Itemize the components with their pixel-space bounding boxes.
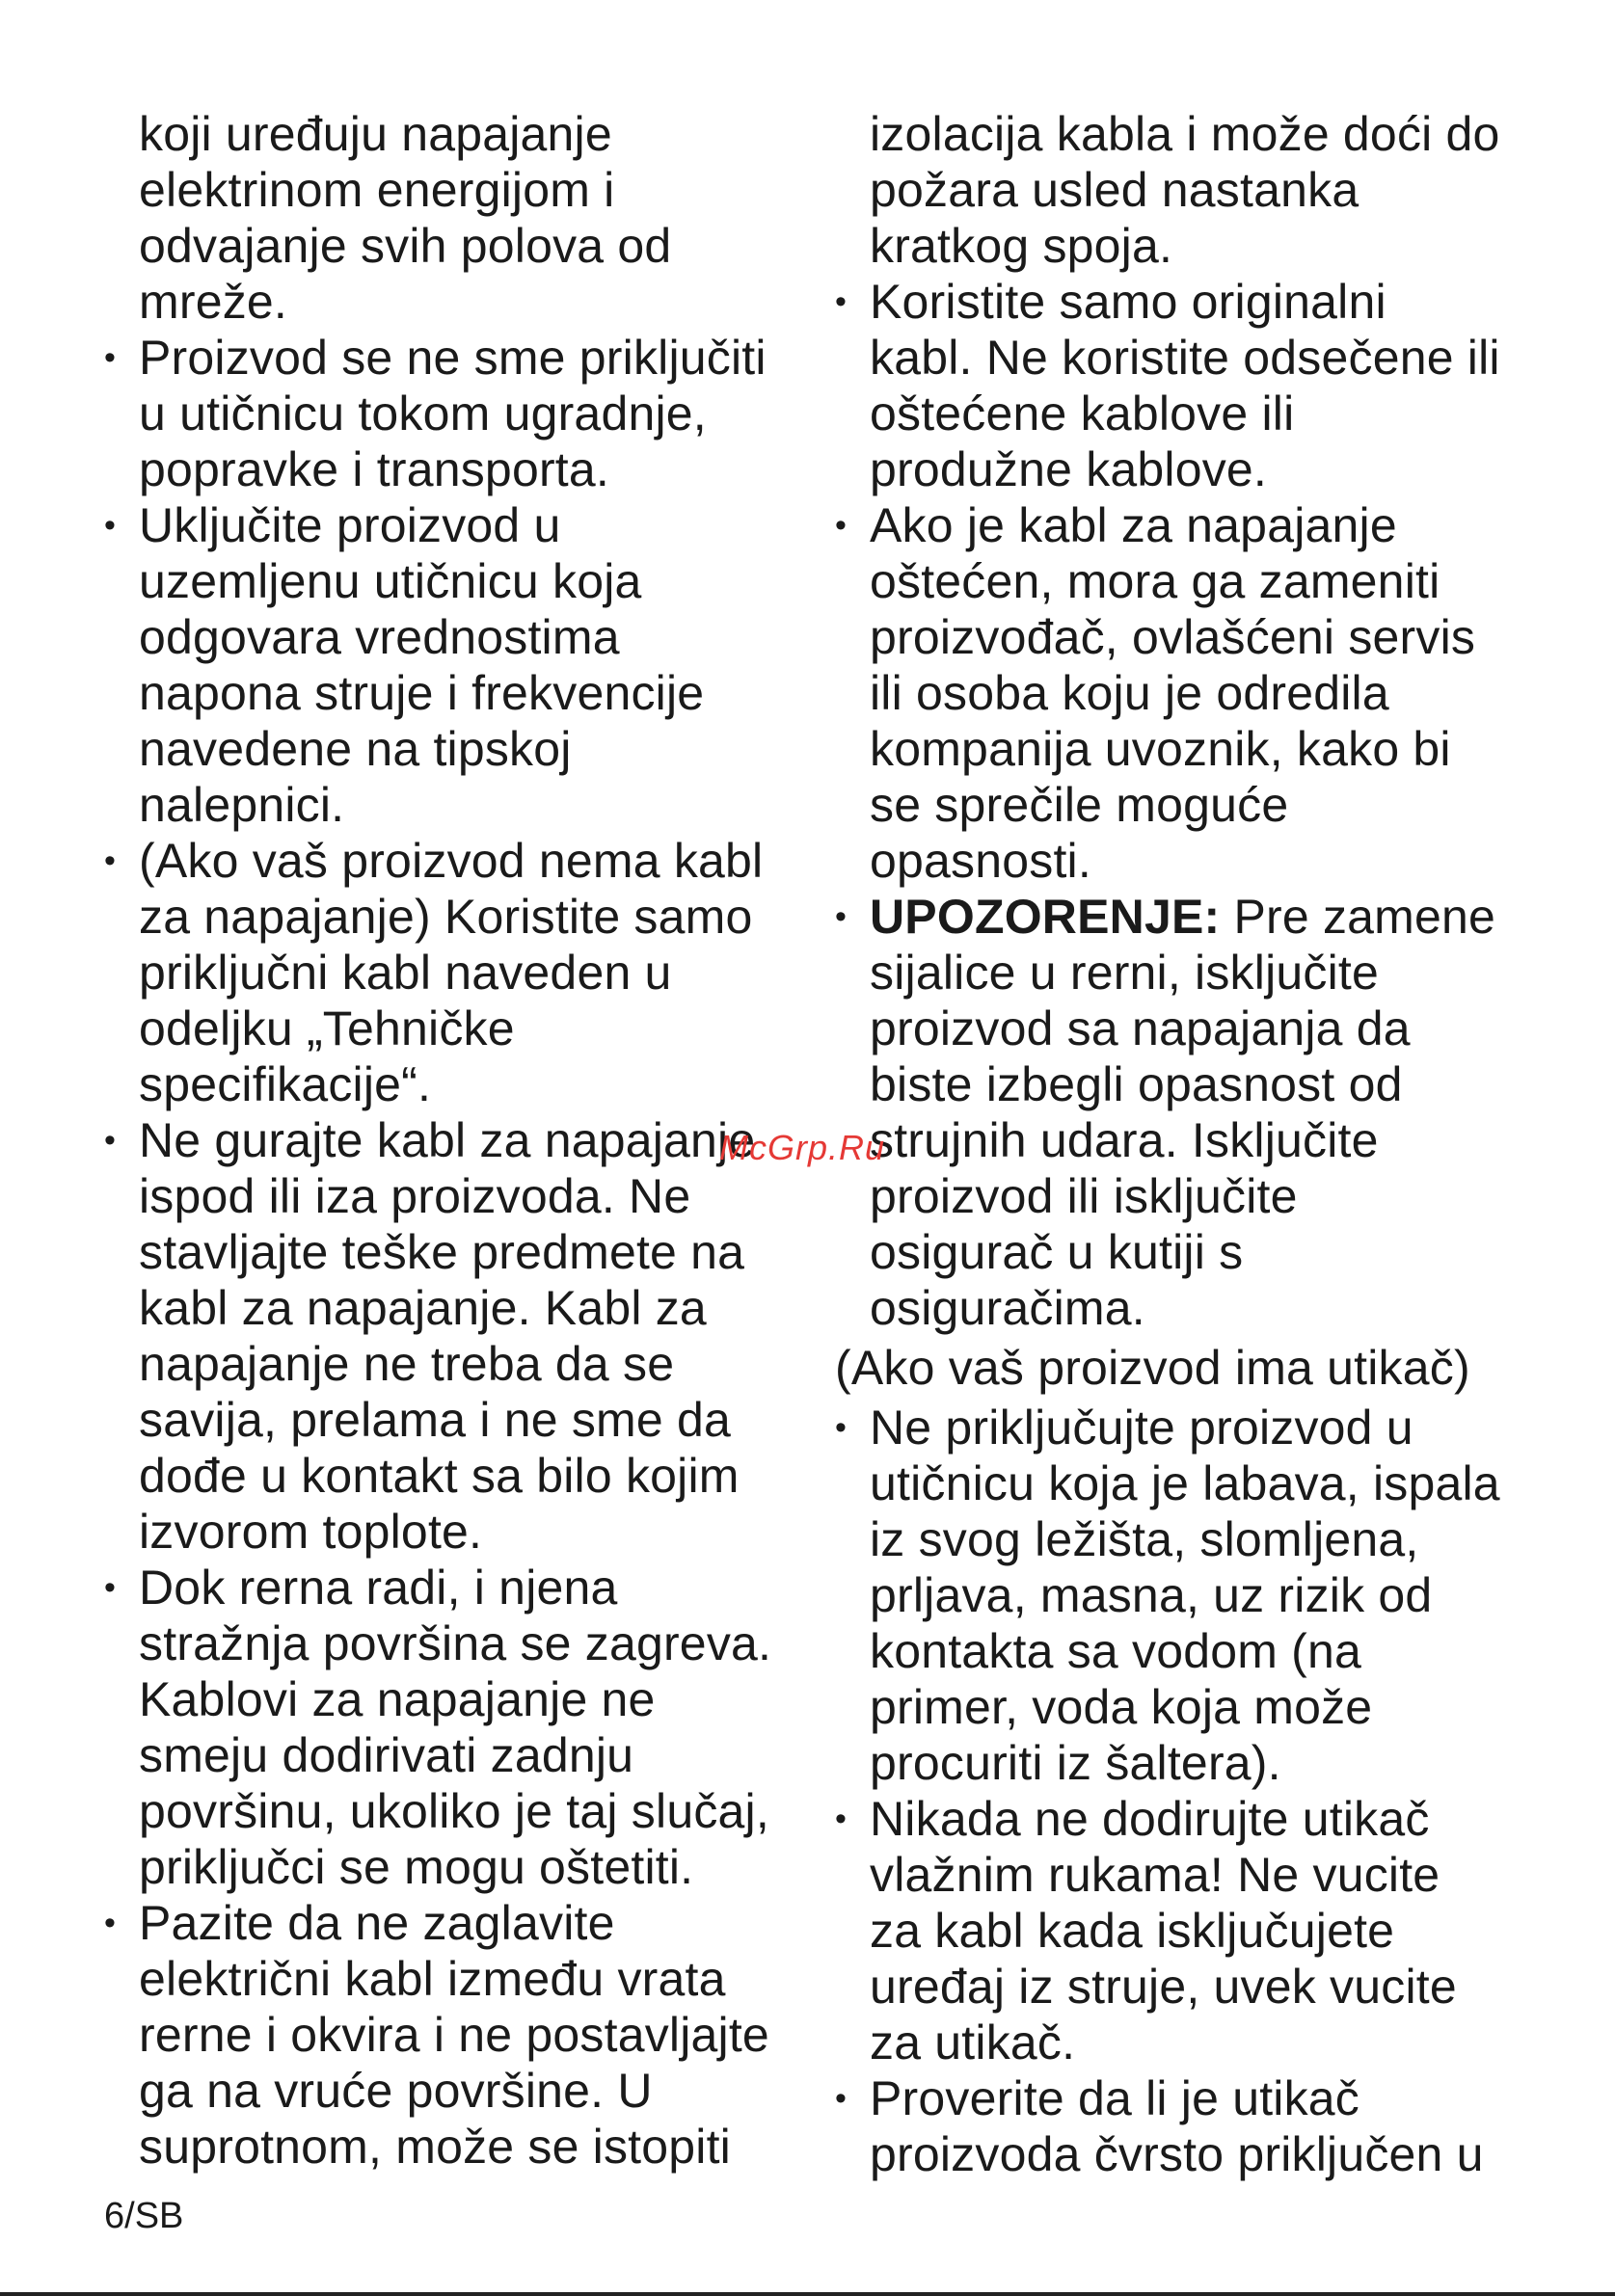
text-line: rerne i okvira i ne postavljajte bbox=[139, 2008, 769, 2062]
text-line: utičnicu koja je labava, ispala bbox=[870, 1456, 1500, 1510]
bullet-icon: • bbox=[835, 507, 848, 544]
text-line: proizvođač, ovlašćeni servis bbox=[870, 610, 1476, 664]
text-line: osigurač u kutiji s bbox=[870, 1225, 1244, 1279]
warning-first-line-text: Pre zamene bbox=[1220, 890, 1496, 944]
text-line: koji uređuju napajanje bbox=[139, 107, 612, 161]
text-line: navedene na tipskoj bbox=[139, 722, 572, 776]
text-line: sijalice u rerni, isključite bbox=[870, 946, 1379, 1000]
text-line: kratkog spoja. bbox=[870, 219, 1173, 273]
text-line: primer, voda koja može bbox=[870, 1680, 1373, 1734]
left-continuation bbox=[104, 106, 798, 330]
text-line: napajanje ne treba da se bbox=[139, 1337, 675, 1391]
text-line: proizvod sa napajanja da bbox=[870, 1001, 1411, 1055]
list-item bbox=[104, 1112, 798, 1560]
text-line: napona struje i frekvencije bbox=[139, 666, 705, 720]
text-line: za kabl kada isključujete bbox=[870, 1904, 1395, 1958]
text-line: stavljajte teške predmete na bbox=[139, 1225, 745, 1279]
left-column bbox=[104, 106, 798, 2175]
warning-label: UPOZORENJE: bbox=[870, 890, 1221, 944]
text-line: električni kabl između vrata bbox=[139, 1952, 726, 2006]
page-number: 6/SB bbox=[104, 2196, 184, 2236]
list-item bbox=[104, 833, 798, 1112]
text-line: mreže. bbox=[139, 275, 288, 329]
list-item bbox=[835, 1400, 1529, 1791]
right-column bbox=[835, 106, 1529, 2182]
text-line: za utikač. bbox=[870, 2016, 1076, 2069]
text-line: Ne priključujte proizvod u bbox=[870, 1401, 1413, 1455]
text-line: procuriti iz šaltera). bbox=[870, 1736, 1281, 1790]
bullet-icon: • bbox=[104, 1569, 117, 1606]
text-line: Proverite da li je utikač bbox=[870, 2071, 1360, 2125]
text-line: izvorom toplote. bbox=[139, 1505, 483, 1559]
plug-note: (Ako vaš proizvod ima utikač) bbox=[835, 1341, 1470, 1395]
text-line: kabl za napajanje. Kabl za bbox=[139, 1281, 707, 1335]
text-line: Uključite proizvod u bbox=[139, 498, 561, 552]
right-continuation bbox=[835, 106, 1529, 274]
bullet-icon: • bbox=[835, 2080, 848, 2117]
text-line: Pazite da ne zaglavite bbox=[139, 1896, 615, 1950]
text-line: osiguračima. bbox=[870, 1281, 1145, 1335]
bullet-icon: • bbox=[835, 1409, 848, 1446]
text-line: vlažnim rukama! Ne vucite bbox=[870, 1848, 1440, 1902]
text-line: odvajanje svih polova od bbox=[139, 219, 672, 273]
text-line: odgovara vrednostima bbox=[139, 610, 620, 664]
bullet-icon: • bbox=[104, 339, 117, 376]
text-line: elektrinom energijom i bbox=[139, 163, 615, 217]
text-line: prljava, masna, uz rizik od bbox=[870, 1568, 1433, 1622]
text-line: ispod ili iza proizvoda. Ne bbox=[139, 1169, 691, 1223]
warning-item bbox=[835, 889, 1529, 1336]
watermark: McGrp.Ru bbox=[719, 1128, 886, 1167]
list-item bbox=[104, 330, 798, 497]
list-item bbox=[104, 1895, 798, 2175]
text-line: Ako je kabl za napajanje bbox=[870, 498, 1397, 552]
text-line: za napajanje) Koristite samo bbox=[139, 890, 753, 944]
text-line: uređaj iz struje, uvek vucite bbox=[870, 1960, 1457, 2014]
bullet-icon: • bbox=[104, 507, 117, 544]
text-line: nalepnici. bbox=[139, 778, 345, 832]
text-line: oštećen, mora ga zameniti bbox=[870, 554, 1440, 608]
text-line: kontakta sa vodom (na bbox=[870, 1624, 1362, 1678]
text-line: požara usled nastanka bbox=[870, 163, 1359, 217]
text-line: popravke i transporta. bbox=[139, 442, 609, 496]
text-line: priključci se mogu oštetiti. bbox=[139, 1840, 694, 1894]
list-item bbox=[835, 1791, 1529, 2070]
text-line: kabl. Ne koristite odsečene ili bbox=[870, 331, 1500, 385]
warning-first-line bbox=[870, 889, 1529, 945]
text-line: dođe u kontakt sa bilo kojim bbox=[139, 1449, 740, 1503]
text-line: biste izbegli opasnost od bbox=[870, 1057, 1403, 1111]
list-item bbox=[835, 274, 1529, 497]
text-line: iz svog ležišta, slomljena, bbox=[870, 1512, 1419, 1566]
text-line: ili osoba koju je odredila bbox=[870, 666, 1389, 720]
list-item bbox=[104, 1560, 798, 1895]
text-line: savija, prelama i ne sme da bbox=[139, 1393, 732, 1447]
text-line: specifikacije“. bbox=[139, 1057, 432, 1111]
text-line: odeljku „Tehničke bbox=[139, 1001, 515, 1055]
text-line: se sprečile moguće bbox=[870, 778, 1289, 832]
text-line: strujnih udara. Isključite bbox=[870, 1113, 1379, 1167]
list-item bbox=[835, 2070, 1529, 2182]
bullet-icon: • bbox=[104, 1122, 117, 1159]
text-line: produžne kablove. bbox=[870, 442, 1268, 496]
text-line: suprotnom, može se istopiti bbox=[139, 2120, 731, 2174]
text-line: površinu, ukoliko je taj slučaj, bbox=[139, 1784, 769, 1838]
text-line: oštećene kablove ili bbox=[870, 387, 1295, 441]
bullet-icon: • bbox=[104, 842, 117, 879]
text-line: Proizvod se ne sme priključiti bbox=[139, 331, 767, 385]
text-line: smeju dodirivati zadnju bbox=[139, 1728, 634, 1782]
bullet-icon: • bbox=[104, 1905, 117, 1941]
text-line: kompanija uvoznik, kako bi bbox=[870, 722, 1451, 776]
text-line: uzemljenu utičnicu koja bbox=[139, 554, 642, 608]
text-line: (Ako vaš proizvod nema kabl bbox=[139, 834, 764, 888]
text-line: izolacija kabla i može doći do bbox=[870, 107, 1500, 161]
text-line: Dok rerna radi, i njena bbox=[139, 1561, 618, 1615]
text-line: Ne gurajte kabl za napajanje bbox=[139, 1113, 756, 1167]
text-line: priključni kabl naveden u bbox=[139, 946, 672, 1000]
text-line: proizvod ili isključite bbox=[870, 1169, 1298, 1223]
text-line: proizvoda čvrsto priključen u bbox=[870, 2127, 1484, 2181]
text-line: ga na vruće površine. U bbox=[139, 2064, 653, 2118]
text-line: opasnosti. bbox=[870, 834, 1091, 888]
bottom-divider bbox=[0, 2292, 1615, 2296]
text-line: stražnja površina se zagreva. bbox=[139, 1616, 772, 1670]
bullet-icon: • bbox=[835, 283, 848, 320]
bullet-icon: • bbox=[835, 898, 848, 935]
text-line: Koristite samo originalni bbox=[870, 275, 1386, 329]
text-line: Kablovi za napajanje ne bbox=[139, 1672, 656, 1726]
text-line: u utičnicu tokom ugradnje, bbox=[139, 387, 707, 441]
list-item bbox=[835, 497, 1529, 889]
list-item bbox=[104, 497, 798, 833]
text-line: Nikada ne dodirujte utikač bbox=[870, 1792, 1430, 1846]
bullet-icon: • bbox=[835, 1801, 848, 1837]
